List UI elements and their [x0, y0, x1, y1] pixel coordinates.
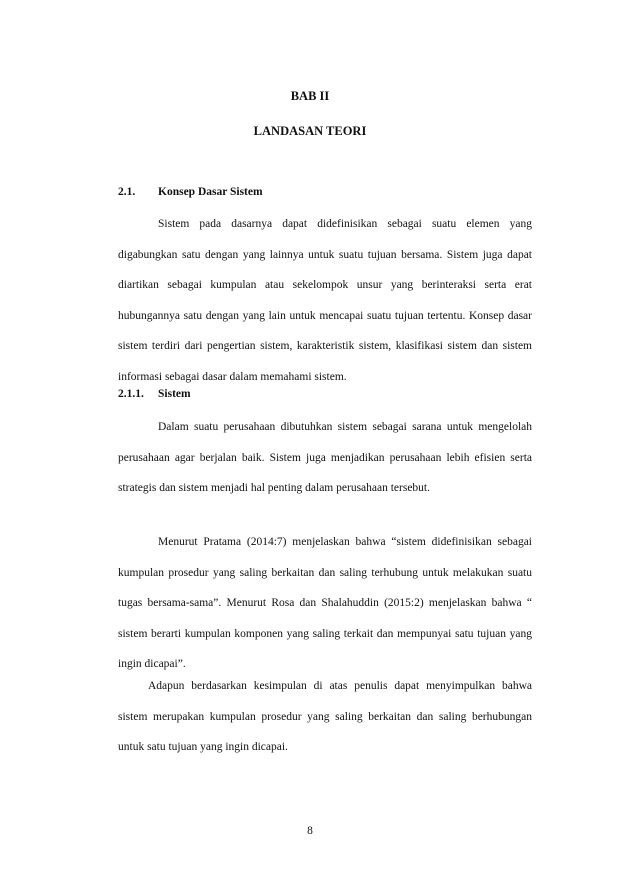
section-heading-konsep: [118, 186, 263, 198]
paragraph-sistem-2: Menurut Pratama (2014:7) menjelaskan bahwa “sistem didefinisikan sebagai kumpulan prosedur yang saling berkaitan dan saling terhubung untuk melakukan suatu tugas bersama-sama”. Menurut Rosa dan Shalahuddin (2015:2) menjelaskan bahwa “ sistem berarti kumpulan komponen yang saling terkait dan mempunyai satu tujuan yang ingin dicapai”.: [118, 536, 532, 670]
paragraph-sistem-1: Dalam suatu perusahaan dibutuhkan sistem sebagai sarana untuk mengelolah perusahaan agar berjalan baik. Sistem juga menjadikan perusahaan lebih efisien serta strategis dan sistem menjadi hal penting dalam perusahaan tersebut.: [118, 421, 532, 494]
section-heading-sistem: [118, 388, 191, 400]
chapter-label: BAB II: [290, 89, 330, 103]
subsection-number: 2.1.1.: [118, 388, 144, 400]
chapter-title: LANDASAN TEORI: [253, 124, 367, 138]
subsection-title: Sistem: [158, 388, 191, 400]
page-number: 8: [307, 825, 313, 837]
paragraph-konsep: Sistem pada dasarnya dapat didefinisikan sebagai suatu elemen yang digabungkan satu dengan yang lainnya untuk suatu tujuan bersama. Sistem juga dapat diartikan sebagai kumpulan atau sekelompok unsur yang berinteraksi serta erat hubungannya satu dengan yang lain untuk mencapai suatu tujuan tertentu. Konsep dasar sistem terdiri dari pengertian sistem, karakteristik sistem, klasifikasi sistem dan sistem informasi sebagai dasar dalam memahami sistem.: [118, 218, 532, 383]
section-title: Konsep Dasar Sistem: [158, 186, 263, 198]
section-number: 2.1.: [118, 186, 136, 198]
paragraph-sistem-3: Adapun berdasarkan kesimpulan di atas penulis dapat menyimpulkan bahwa sistem merupakan kumpulan prosedur yang saling berkaitan dan saling berhubungan untuk satu tujuan yang ingin dicapai.: [118, 680, 532, 753]
